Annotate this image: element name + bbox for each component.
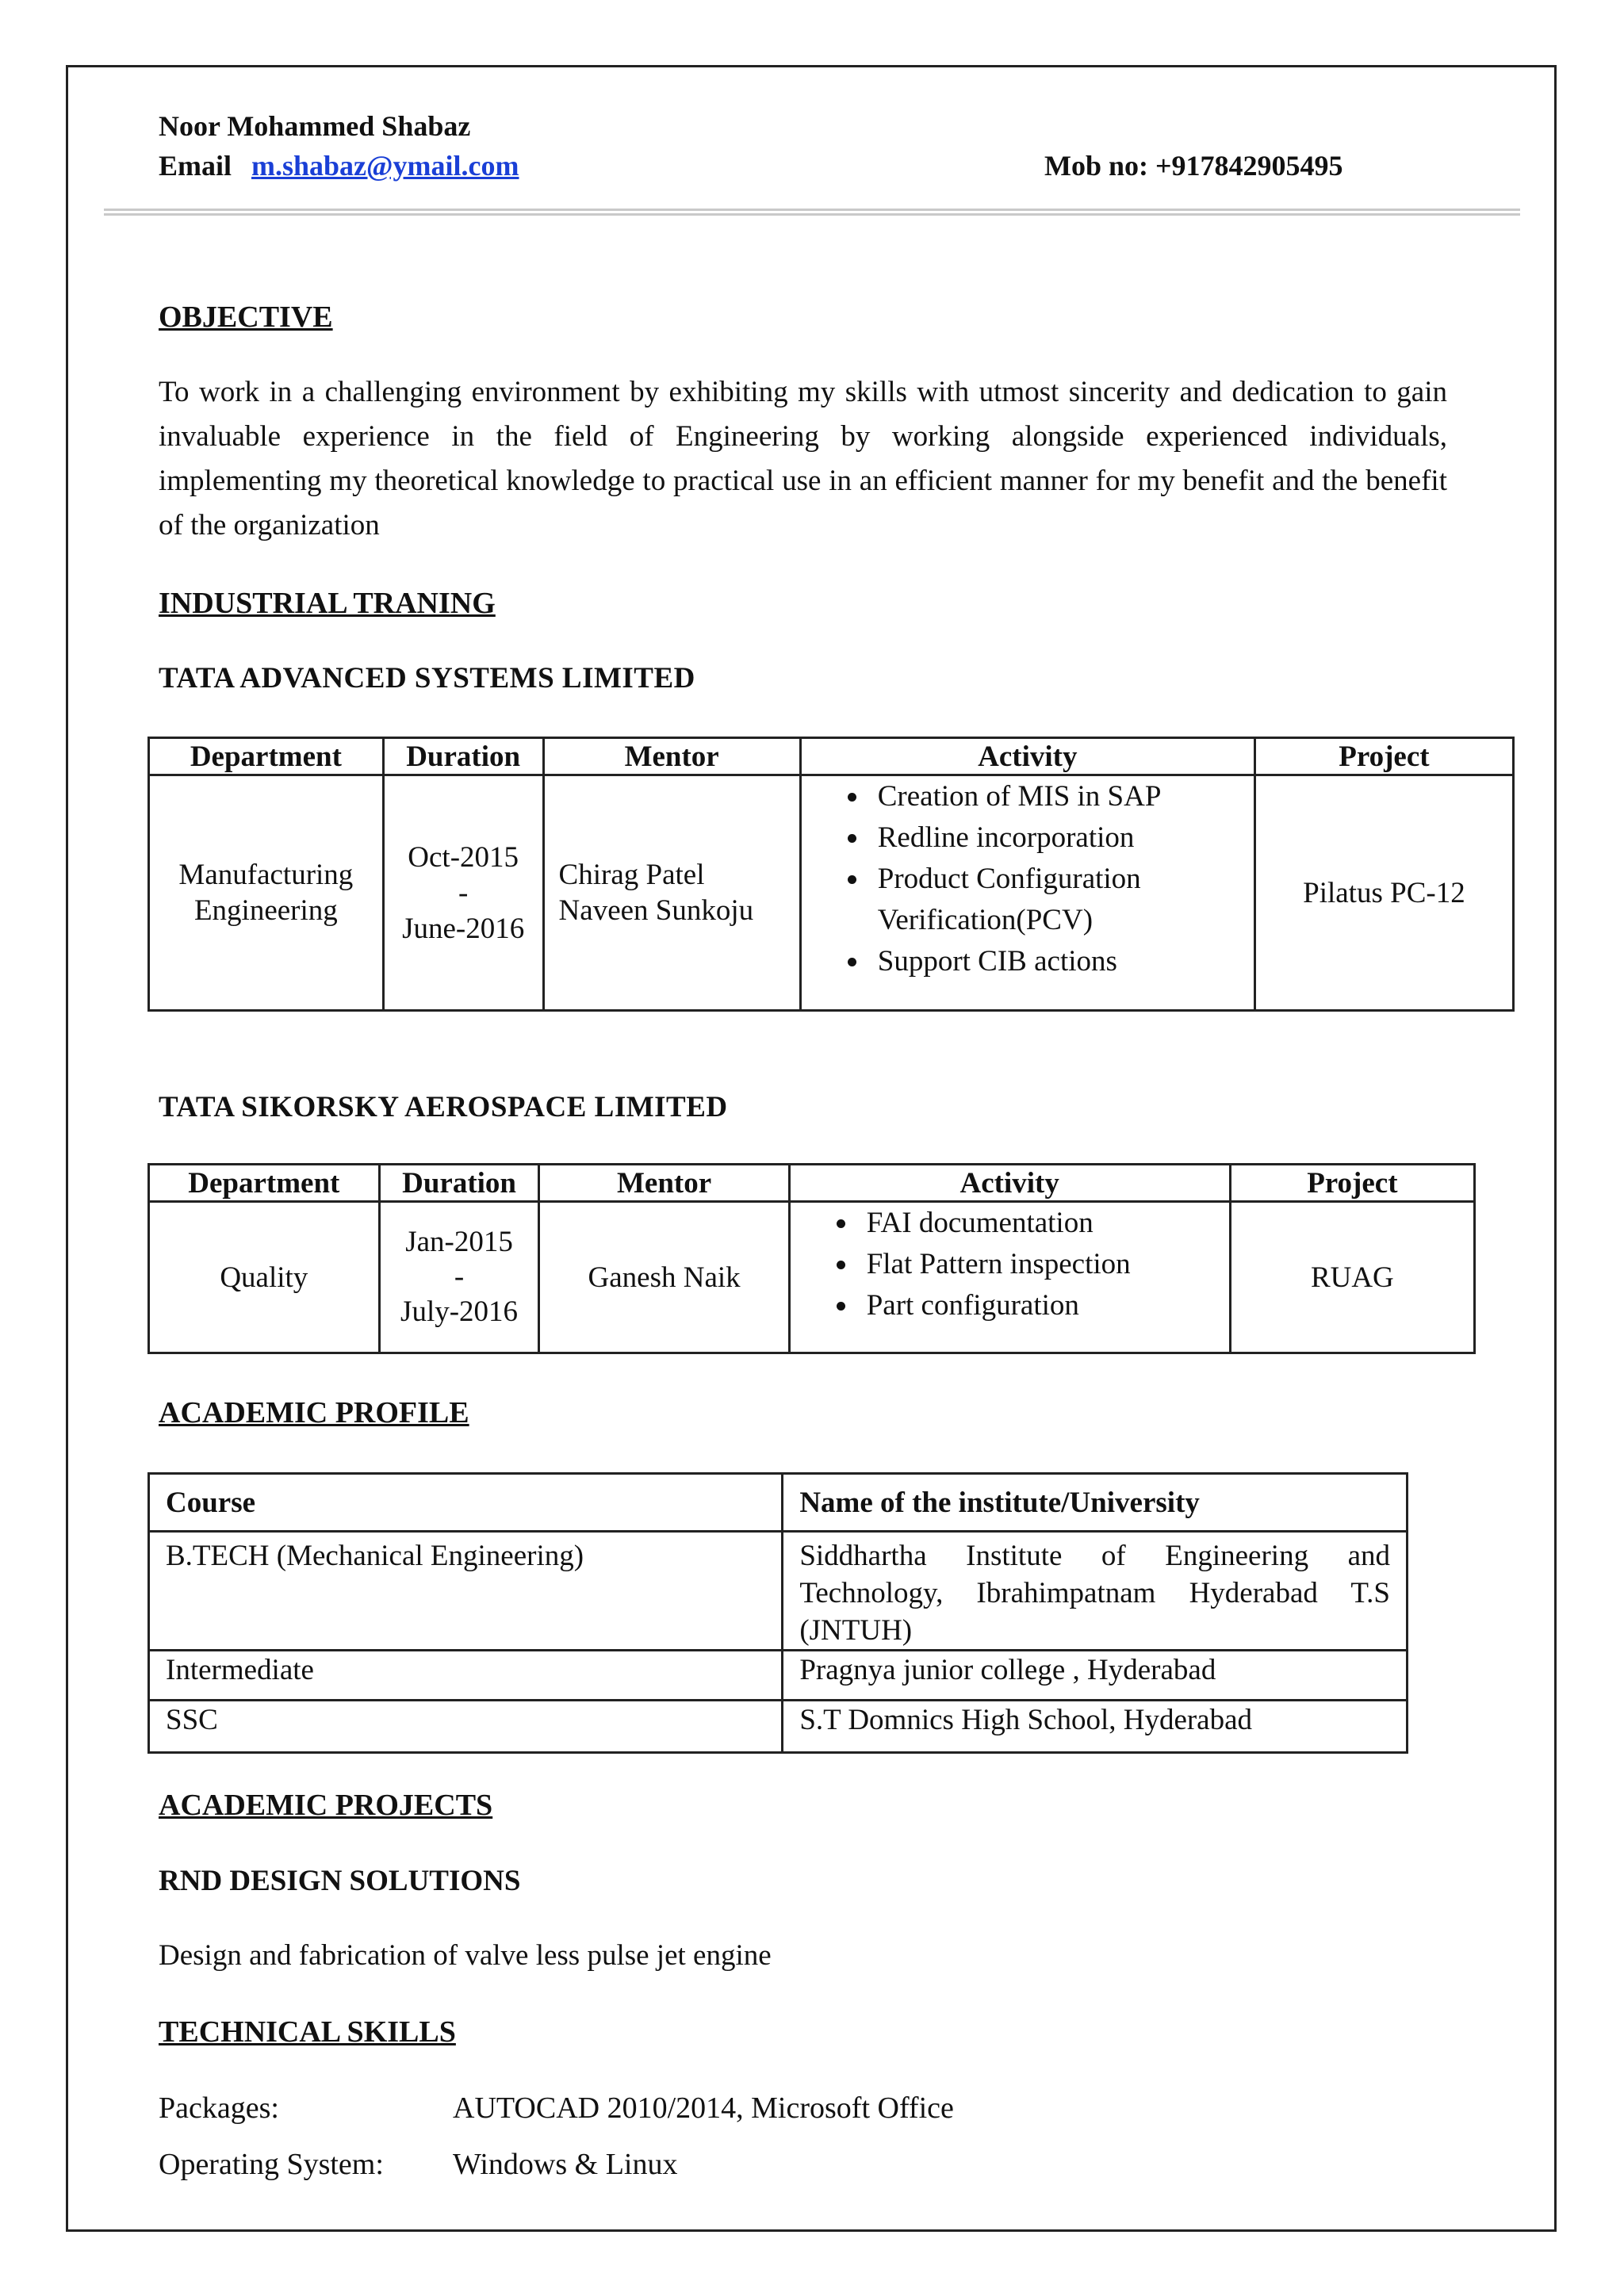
department-line: Manufacturing (178, 859, 354, 891)
company-name-2: TATA SIKORSKY AEROSPACE LIMITED (159, 1091, 728, 1123)
skill-value: Windows & Linux (453, 2148, 678, 2181)
department-line: Engineering (193, 894, 338, 927)
duration-dash: - (458, 876, 469, 909)
academic-table (147, 1472, 1408, 1754)
duration-start: Oct-2015 (408, 840, 519, 874)
course-cell: SSC (149, 1701, 783, 1753)
project-description: Design and fabrication of valve less pulse jet engine (159, 1939, 772, 1972)
duration-cell (383, 775, 543, 1011)
col-department: Department (149, 738, 384, 775)
table-row (149, 1651, 1408, 1701)
institute-cell: Pragnya junior college , Hyderabad (783, 1651, 1408, 1701)
table-header-row (149, 1474, 1408, 1532)
table-row (149, 1532, 1408, 1651)
training-table-1 (147, 737, 1515, 1012)
duration-cell (379, 1202, 539, 1353)
mentor-cell: Ganesh Naik (539, 1202, 789, 1353)
col-course: Course (149, 1474, 783, 1532)
table-header-row (149, 738, 1514, 775)
activity-item: • Product Configuration Verification(PCV) (870, 859, 1247, 941)
activity-item: • Part configuration (859, 1285, 1223, 1326)
col-institute: Name of the institute/University (783, 1474, 1408, 1532)
objective-heading: OBJECTIVE (159, 300, 333, 334)
department-cell: Quality (149, 1202, 380, 1353)
activity-item: • FAI documentation (859, 1203, 1223, 1244)
training-heading: INDUSTRIAL TRANING (159, 587, 496, 620)
academic-projects-heading: ACADEMIC PROJECTS (159, 1789, 493, 1822)
table-header-row (149, 1165, 1475, 1202)
company-name-1: TATA ADVANCED SYSTEMS LIMITED (159, 662, 695, 695)
col-duration: Duration (379, 1165, 539, 1202)
activity-cell (789, 1202, 1230, 1353)
course-cell: B.TECH (Mechanical Engineering) (149, 1532, 783, 1651)
email-line (159, 149, 519, 182)
mentor-name: Naveen Sunkoju (558, 894, 754, 927)
activity-cell (800, 775, 1254, 1011)
project-company: RND DESIGN SOLUTIONS (159, 1865, 521, 1897)
table-row (149, 1202, 1475, 1353)
table-row (149, 1701, 1408, 1753)
skill-label: Operating System: (159, 2148, 384, 2181)
col-mentor: Mentor (543, 738, 800, 775)
col-department: Department (149, 1165, 380, 1202)
mobile-number: Mob no: +917842905495 (1044, 150, 1343, 182)
header-divider (104, 209, 1520, 216)
skill-label: Packages: (159, 2091, 279, 2125)
col-activity: Activity (800, 738, 1254, 775)
activity-item: • Flat Pattern inspection (859, 1244, 1223, 1285)
email-label: Email (159, 150, 232, 182)
institute-cell: Siddhartha Institute of Engineering and Technology, Ibrahimpatnam Hyderabad T.S (JNTUH) (783, 1532, 1408, 1651)
technical-skills-heading: TECHNICAL SKILLS (159, 2015, 456, 2049)
duration-start: Jan-2015 (405, 1226, 513, 1258)
duration-dash: - (454, 1261, 465, 1293)
institute-cell: S.T Domnics High School, Hyderabad (783, 1701, 1408, 1753)
project-cell: RUAG (1230, 1202, 1474, 1353)
activity-item: • Redline incorporation (870, 817, 1247, 859)
project-cell: Pilatus PC-12 (1254, 775, 1513, 1011)
col-duration: Duration (383, 738, 543, 775)
duration-end: June-2016 (402, 912, 525, 945)
course-cell: Intermediate (149, 1651, 783, 1701)
col-project: Project (1230, 1165, 1474, 1202)
department-cell (149, 775, 384, 1011)
col-project: Project (1254, 738, 1513, 775)
email-link[interactable]: m.shabaz@ymail.com (251, 150, 519, 182)
training-table-2 (147, 1163, 1476, 1354)
activity-item: • Creation of MIS in SAP (870, 776, 1247, 817)
table-row (149, 775, 1514, 1011)
academic-profile-heading: ACADEMIC PROFILE (159, 1396, 469, 1429)
mentor-cell (543, 775, 800, 1011)
mentor-name: Chirag Patel (558, 859, 705, 891)
skill-value: AUTOCAD 2010/2014, Microsoft Office (453, 2091, 954, 2125)
duration-end: July-2016 (400, 1295, 519, 1328)
candidate-name: Noor Mohammed Shabaz (159, 110, 471, 142)
objective-text: To work in a challenging environment by exhibiting my skills with utmost sincerity and dedication to gain invaluable experience in the field of Engineering by working alongside experienced individuals, implementing my theoretical knowledge to practical use in an efficient manner for my benefit and the benefit of the organization (159, 376, 1447, 541)
col-activity: Activity (789, 1165, 1230, 1202)
activity-item: • Support CIB actions (870, 941, 1247, 982)
col-mentor: Mentor (539, 1165, 789, 1202)
